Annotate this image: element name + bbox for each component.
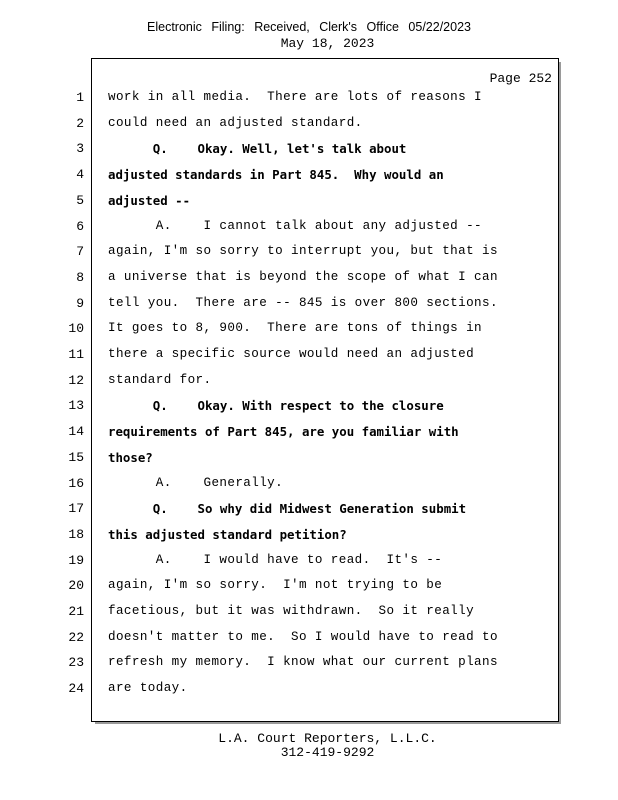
line-number: 9 xyxy=(76,295,84,311)
page-number: Page 252 xyxy=(489,71,552,86)
transcript-line xyxy=(0,244,618,270)
line-text: work in all media. There are lots of reasons I xyxy=(108,90,483,104)
transcript-line xyxy=(0,450,618,476)
transcript-line xyxy=(0,141,618,167)
line-text: those? xyxy=(108,449,153,465)
transcript-line xyxy=(0,167,618,193)
transcript-line xyxy=(0,116,618,142)
line-text: this adjusted standard petition? xyxy=(108,526,347,542)
line-text: standard for. xyxy=(108,372,212,387)
line-text: doesn't matter to me. So I would have to read to xyxy=(108,629,498,644)
line-text: a universe that is beyond the scope of what I can xyxy=(108,269,498,284)
line-text: requirements of Part 845, are you familiar with xyxy=(108,424,459,440)
line-number: 15 xyxy=(68,449,84,465)
transcript-line xyxy=(0,90,618,116)
transcript-line xyxy=(0,527,618,553)
transcript-line xyxy=(0,681,618,707)
line-number: 16 xyxy=(68,475,84,491)
line-text: there a specific source would need an adjusted xyxy=(108,347,475,361)
transcript-date: May 18, 2023 xyxy=(280,36,375,51)
line-text: adjusted -- xyxy=(108,192,191,208)
line-number: 7 xyxy=(76,244,84,260)
line-text: A. I would have to read. It's -- xyxy=(108,552,443,567)
line-number: 13 xyxy=(68,398,84,414)
line-number: 11 xyxy=(68,347,84,362)
transcript-line xyxy=(0,373,618,399)
line-number: 20 xyxy=(68,578,84,594)
line-number: 21 xyxy=(68,604,84,619)
line-text: again, I'm so sorry. I'm not trying to be xyxy=(108,578,443,593)
line-number: 6 xyxy=(76,218,84,234)
reporter-company: L.A. Court Reporters, L.L.C. xyxy=(218,731,437,746)
line-text: are today. xyxy=(108,681,188,696)
line-number: 23 xyxy=(68,655,84,671)
reporter-phone: 312-419-9292 xyxy=(280,745,375,760)
line-number: 2 xyxy=(76,115,84,131)
transcript-line xyxy=(0,296,618,322)
line-text: Q. Okay. Well, let's talk about xyxy=(108,141,407,157)
transcript-line xyxy=(0,630,618,656)
line-number: 19 xyxy=(68,552,84,568)
line-number: 5 xyxy=(76,192,84,208)
line-text: It goes to 8, 900. There are tons of things in xyxy=(108,321,483,336)
line-number: 17 xyxy=(68,501,84,517)
transcript-line xyxy=(0,219,618,245)
line-number: 8 xyxy=(76,269,84,285)
line-text: A. Generally. xyxy=(108,475,284,490)
transcript-line xyxy=(0,347,618,373)
line-text: again, I'm so sorry to interrupt you, but that is xyxy=(108,244,498,259)
transcript-line xyxy=(0,604,618,630)
line-number: 1 xyxy=(76,90,84,105)
line-number: 14 xyxy=(68,424,84,440)
transcript-line xyxy=(0,553,618,579)
transcript-line xyxy=(0,270,618,296)
transcript-line xyxy=(0,424,618,450)
transcript-line xyxy=(0,398,618,424)
transcript-line xyxy=(0,655,618,681)
line-text: refresh my memory. I know what our current plans xyxy=(108,655,498,670)
line-text: facetious, but it was withdrawn. So it really xyxy=(108,604,475,618)
line-number: 4 xyxy=(76,167,84,183)
transcript-line xyxy=(0,501,618,527)
transcript-line xyxy=(0,193,618,219)
transcript-line xyxy=(0,476,618,502)
line-text: adjusted standards in Part 845. Why would an xyxy=(108,167,444,183)
line-number: 18 xyxy=(68,526,84,542)
transcript-line xyxy=(0,578,618,604)
line-number: 12 xyxy=(68,372,84,388)
line-text: A. I cannot talk about any adjusted -- xyxy=(108,218,483,233)
line-number: 22 xyxy=(68,629,84,645)
line-text: could need an adjusted standard. xyxy=(108,115,363,130)
line-number: 24 xyxy=(68,681,84,697)
footer xyxy=(0,732,618,760)
line-text: Q. So why did Midwest Generation submit xyxy=(108,501,467,517)
line-number: 10 xyxy=(68,321,84,337)
line-text: tell you. There are -- 845 is over 800 sections. xyxy=(108,295,498,310)
line-text: Q. Okay. With respect to the closure xyxy=(108,398,444,414)
line-number: 3 xyxy=(76,141,84,157)
transcript-line xyxy=(0,321,618,347)
filing-stamp: Electronic Filing: Received, Clerk's Office 05/22/2023 xyxy=(147,20,471,34)
